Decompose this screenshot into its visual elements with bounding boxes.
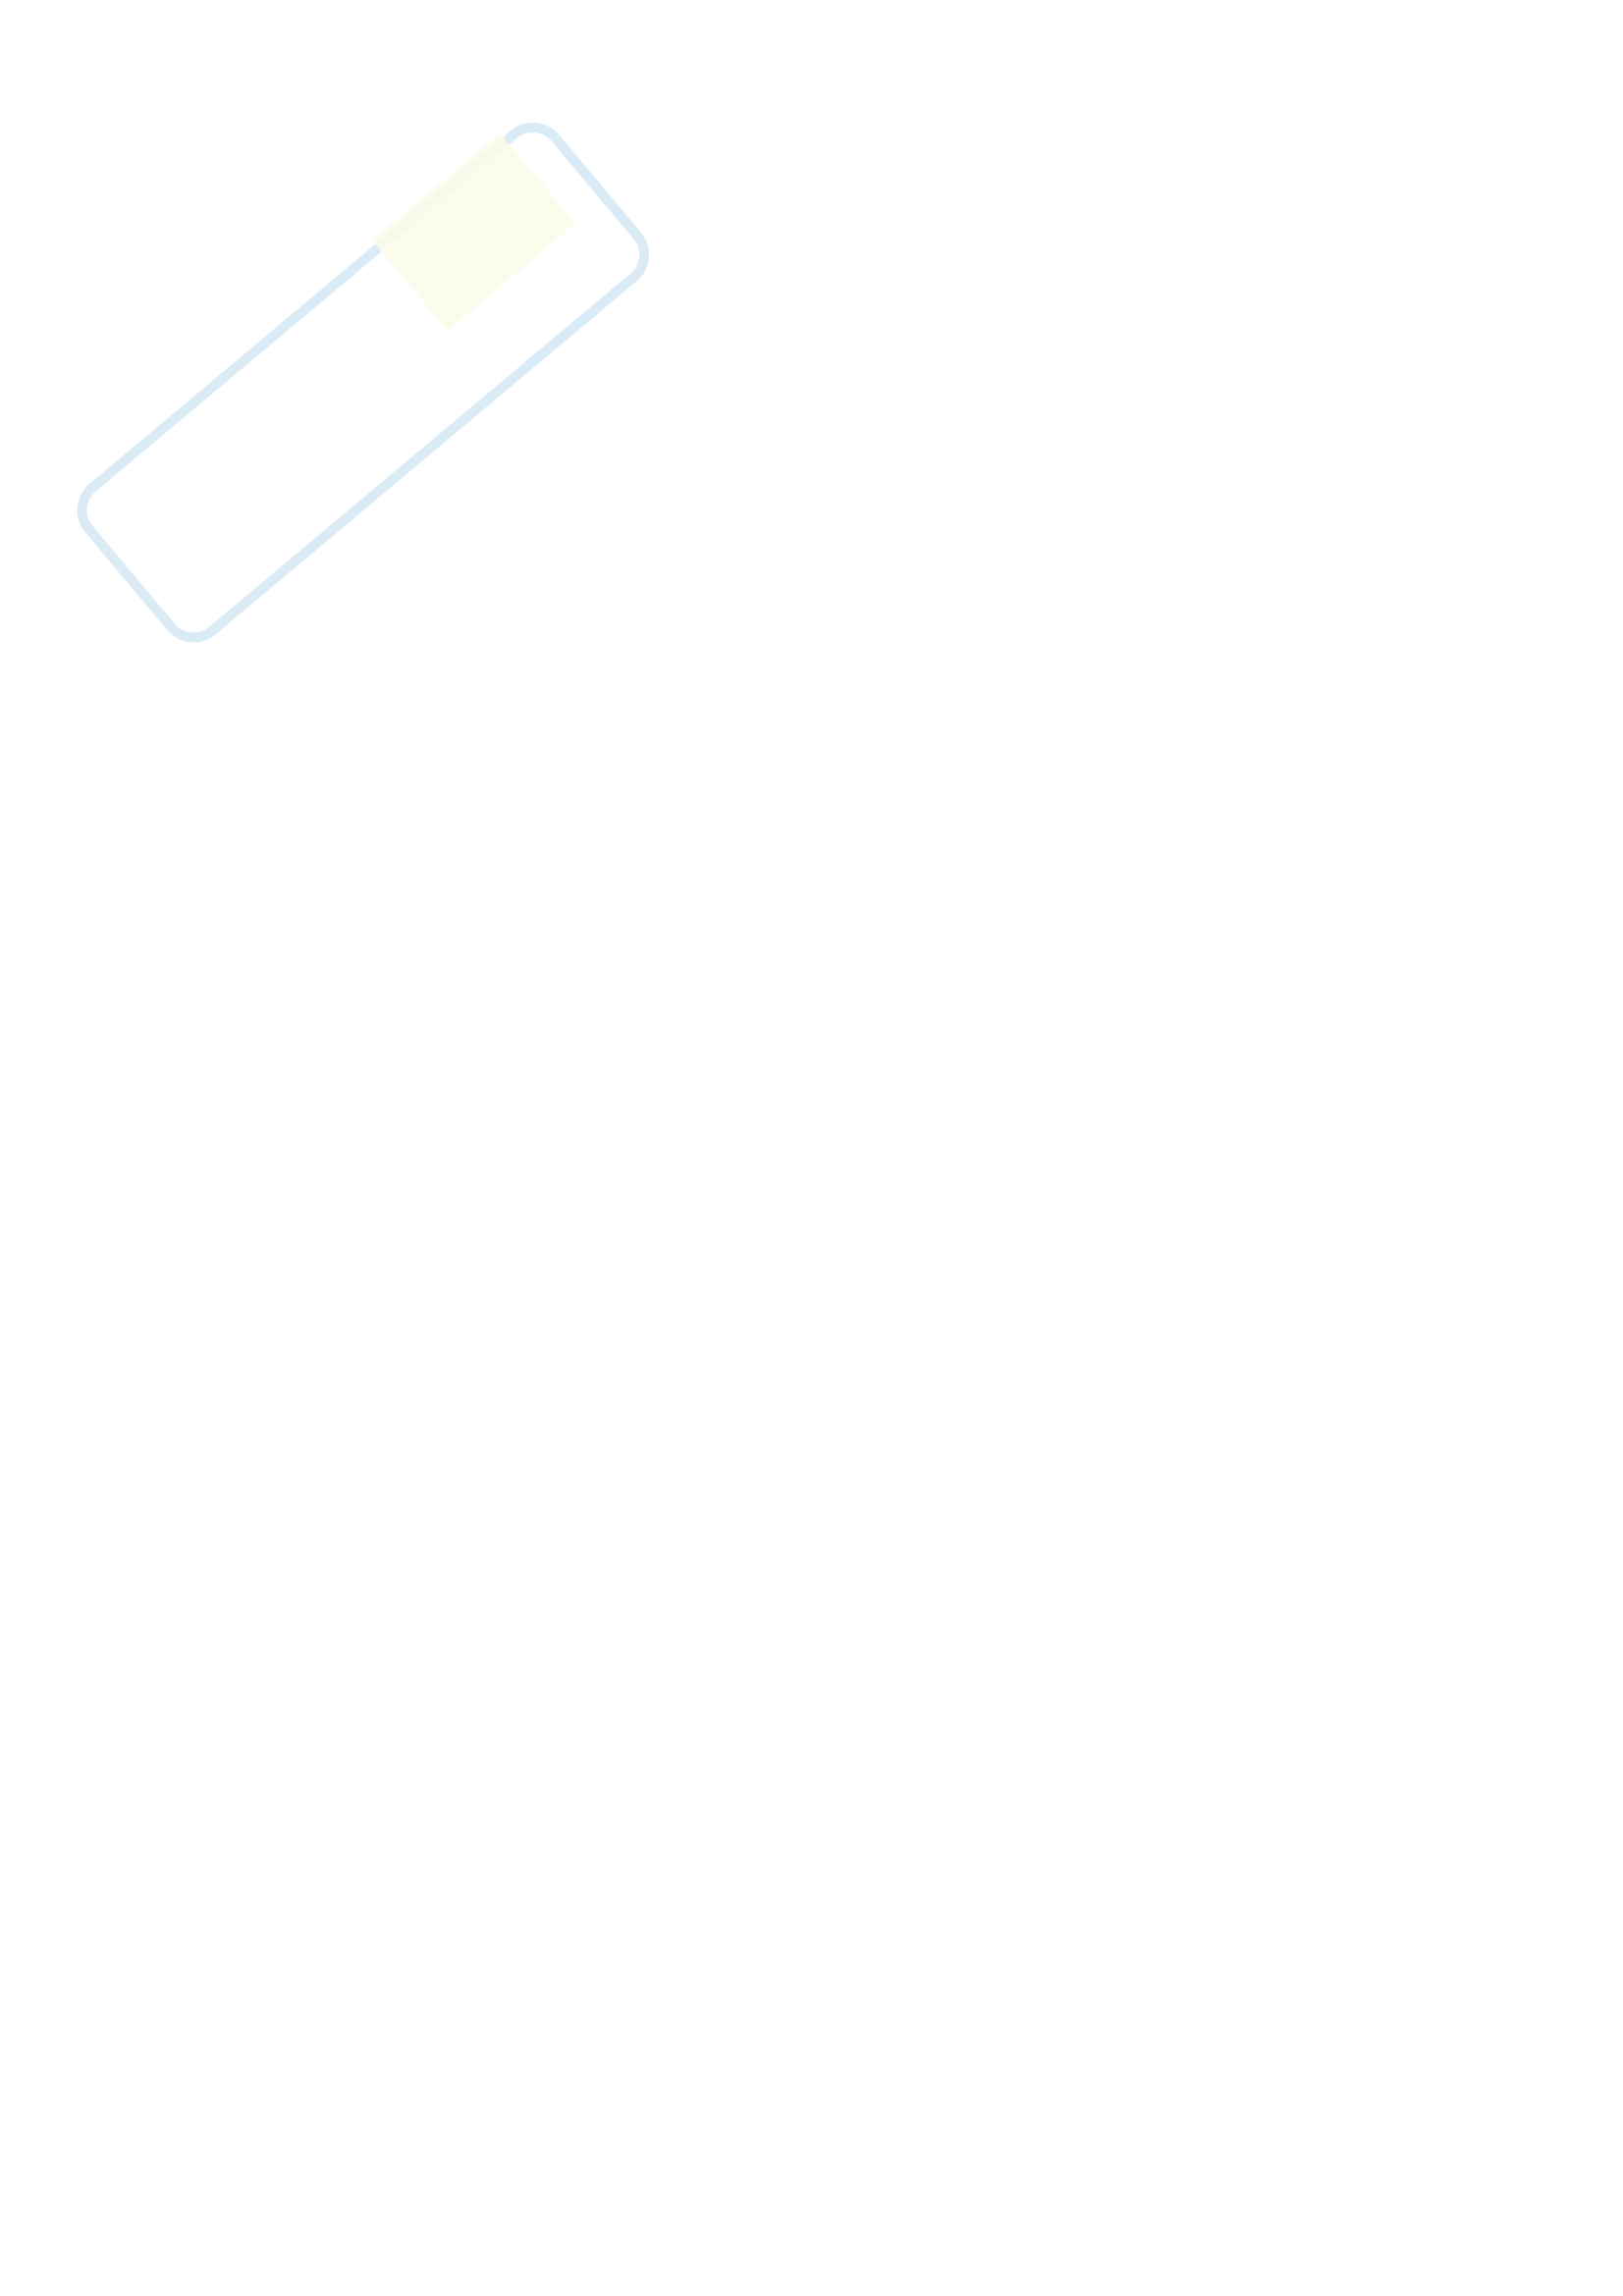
skuola-watermark-logo <box>20 29 766 775</box>
verbo-wordart <box>746 1649 1001 1904</box>
